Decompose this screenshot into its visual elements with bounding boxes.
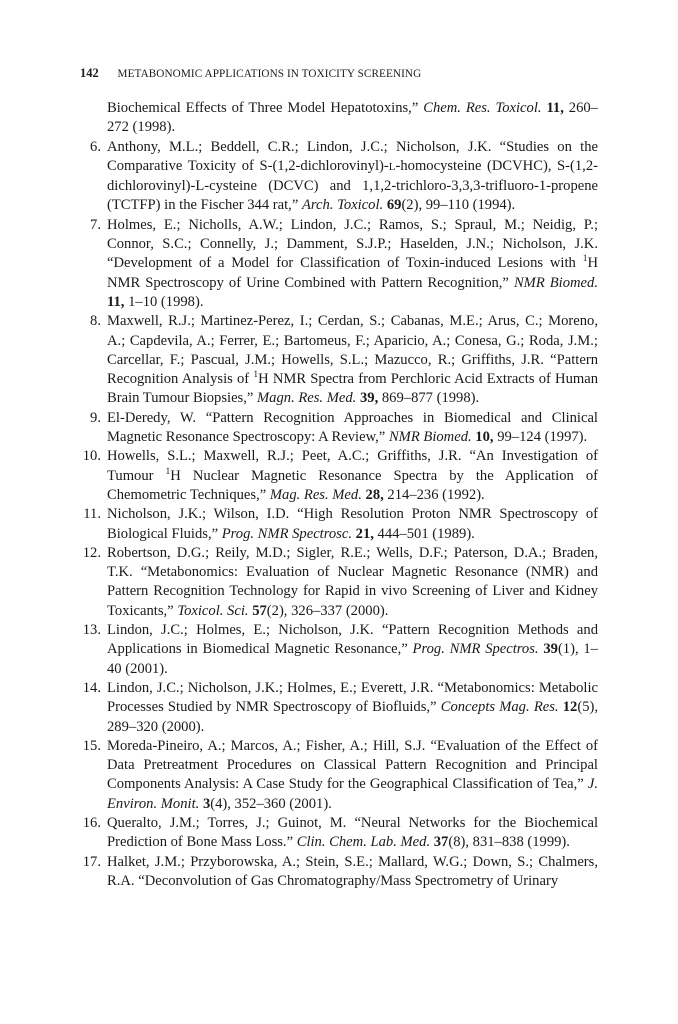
reference-journal: Chem. Res. Toxicol. (423, 100, 542, 116)
reference-title: “Deconvolution of Gas Chromatography/Mass Spectrometry of Urinary (138, 872, 559, 889)
reference-authors: Holmes, E.; Nicholls, A.W.; Lindon, J.C.; Ramos, S.; Spraul, M.; Neidig, P.; Connor, S.C.; Connelly, J.; Damment, S.J.P.; Haselden, J.N.; Nicholson, J.K. (107, 216, 598, 253)
reference-item (74, 99, 598, 138)
reference-authors: Anthony, M.L.; Beddell, C.R.; Lindon, J.C.; Nicholson, J.K. (107, 138, 492, 155)
reference-title: “Neural Networks for the Biochemical Prediction of Bone Mass Loss.” (107, 814, 598, 851)
reference-journal: Magn. Res. Med. (257, 390, 357, 407)
reference-pages: 260–272 (1998). (107, 100, 598, 136)
reference-volume: 11, (107, 293, 125, 310)
reference-title: “Development of a Model for Classification of Toxin-induced Lesions with $^1$H NMR Spectroscopy of Urine Combined with Pattern Recognition,” (107, 254, 598, 291)
reference-title: “Evaluation of the Effect of Data Pretreatment Procedures on Classical Pattern Recognition and Principal Components Analysis: A Case Study for the Geographical Classification of Tea,” (107, 737, 598, 793)
reference-volume: 10, (475, 429, 494, 446)
reference-pages: (5), 289–320 (2000). (107, 699, 598, 735)
reference-authors: Nicholson, J.K.; Wilson, I.D. (107, 506, 290, 523)
reference-title: “High Resolution Proton NMR Spectroscopy of Biological Fluids,” (107, 506, 599, 542)
running-title: METABONOMIC APPLICATIONS IN TOXICITY SCREENING (117, 68, 422, 80)
reference-title: Biochemical Effects of Three Model Hepatotoxins,” (107, 100, 419, 116)
reference-item (74, 505, 598, 544)
reference-authors: El-Deredy, W. (107, 409, 197, 426)
reference-item (74, 409, 598, 448)
reference-authors: Queralto, J.M.; Torres, J.; Guinot, M. (107, 814, 347, 831)
reference-pages: 1–10 (1998). (128, 293, 204, 310)
reference-volume: 28, (365, 486, 384, 503)
reference-authors: Halket, J.M.; Przyborowska, A.; Stein, S.E.; Mallard, W.G.; Down, S.; Chalmers, R.A. (107, 853, 598, 889)
reference-number: 6. (90, 138, 101, 155)
reference-volume: 39, (359, 390, 379, 407)
reference-authors: Lindon, J.C.; Holmes, E.; Nicholson, J.K. (107, 622, 374, 639)
reference-volume: 37 (433, 834, 449, 851)
reference-title: “Pattern Recognition Approaches in Biomedical and Clinical Magnetic Resonance Spectroscopy: A Review,” (107, 409, 598, 446)
reference-number: 13. (82, 622, 101, 639)
reference-number: 15. (82, 737, 101, 754)
reference-number: 17. (82, 853, 101, 870)
reference-journal: Prog. NMR Spectrosc. (221, 525, 352, 542)
reference-number: 10. (82, 448, 101, 465)
running-header (80, 66, 600, 81)
reference-volume: 3 (202, 795, 211, 812)
reference-item (74, 679, 598, 737)
reference-title: “Pattern Recognition Methods and Applications in Biomedical Magnetic Resonance,” (107, 622, 599, 658)
reference-pages: 214–236 (1992). (387, 486, 485, 503)
reference-journal: Concepts Mag. Res. (440, 699, 559, 716)
reference-item (74, 814, 598, 853)
reference-number: 12. (82, 544, 101, 561)
reference-list (74, 99, 598, 891)
reference-volume: 69 (386, 197, 402, 214)
reference-title: “Studies on the Comparative Toxicity of S-(1,2-dichlorovinyl)-L-homocysteine (DCVHC), S-(1,2-dichlorovinyl)-L-cysteine (DCVC) and 1,1,2-trichloro-3,3,3-trifluoro-1-propene (TCTFP) in the Fischer 344 rat,” (107, 138, 598, 214)
reference-volume: 11, (546, 100, 564, 116)
reference-item (74, 138, 598, 216)
reference-journal: Clin. Chem. Lab. Med. (296, 834, 431, 851)
reference-number: 7. (90, 216, 101, 233)
reference-journal: Prog. NMR Spectros. (412, 641, 539, 658)
reference-authors: Maxwell, R.J.; Martinez-Perez, I.; Cerdan, S.; Cabanas, M.E.; Arus, C.; Moreno, A.; Capdevila, A.; Ferrer, E.; Bartomeus, F.; Aparicio, A.; Conesa, G.; Roda, J.M.; Carcellar, F.; Pascual, J.M.; Howells, S.L.; Mazucco, R.; Griffiths, J.R. (107, 313, 598, 368)
reference-pages: (1), 1–40 (2001). (107, 641, 598, 677)
reference-number: 14. (82, 679, 101, 696)
reference-authors: Moreda-Pineiro, A.; Marcos, A.; Fisher, A.; Hill, S.J. (107, 737, 426, 754)
reference-title: “Metabonomics: Metabolic Processes Studied by NMR Spectroscopy of Biofluids,” (107, 679, 599, 716)
reference-volume: 57 (252, 602, 267, 619)
reference-volume: 39 (543, 641, 558, 658)
reference-journal: Arch. Toxicol. (301, 197, 384, 214)
reference-title: “An Investigation of Tumour $^1$H Nuclear Magnetic Resonance Spectra by the Application of Chemometric Techniques,” (107, 448, 599, 503)
reference-item (74, 737, 598, 814)
reference-pages: (2), 326–337 (2000). (266, 602, 389, 619)
reference-volume: 12 (562, 699, 578, 716)
reference-title: “Metabonomics: Evaluation of Nuclear Magnetic Resonance (NMR) and Pattern Recognition Technology for Rapid in vivo Screening of Liver and Kidney Toxicants,” (107, 564, 598, 619)
reference-pages: 444–501 (1989). (377, 525, 475, 542)
reference-item (74, 621, 598, 679)
reference-authors: Robertson, D.G.; Reily, M.D.; Sigler, R.E.; Wells, D.F.; Paterson, D.A.; Braden, T.K. (107, 544, 598, 581)
reference-authors: Howells, S.L.; Maxwell, R.J.; Peet, A.C.; Griffiths, J.R. (107, 448, 462, 465)
reference-journal: Toxicol. Sci. (177, 602, 249, 619)
reference-item (74, 853, 598, 892)
reference-item (74, 544, 598, 621)
reference-pages: (4), 352–360 (2001). (210, 795, 332, 812)
reference-item (74, 447, 598, 505)
reference-number: 9. (90, 409, 101, 426)
reference-authors: Lindon, J.C.; Nicholson, J.K.; Holmes, E.; Everett, J.R. (107, 679, 434, 696)
reference-number: 11. (83, 506, 101, 523)
reference-item (74, 216, 598, 312)
reference-pages: (8), 831–838 (1999). (448, 834, 570, 851)
reference-pages: 99–124 (1997). (497, 429, 588, 446)
reference-journal: J. Environ. Monit. (107, 776, 598, 812)
reference-number: 8. (90, 313, 101, 330)
page-number: 142 (80, 66, 99, 80)
reference-pages: (2), 99–110 (1994). (401, 197, 516, 214)
reference-journal: Mag. Res. Med. (269, 486, 362, 503)
reference-journal: NMR Biomed. (513, 274, 598, 291)
reference-item (74, 312, 598, 408)
reference-volume: 21, (355, 525, 374, 542)
reference-pages: 869–877 (1998). (381, 390, 480, 407)
reference-journal: NMR Biomed. (388, 429, 472, 446)
reference-title: “Pattern Recognition Analysis of $^1$H NMR Spectra from Perchloric Acid Extracts of Human Brain Tumour Biopsies,” (107, 351, 598, 407)
reference-number: 16. (82, 814, 101, 831)
